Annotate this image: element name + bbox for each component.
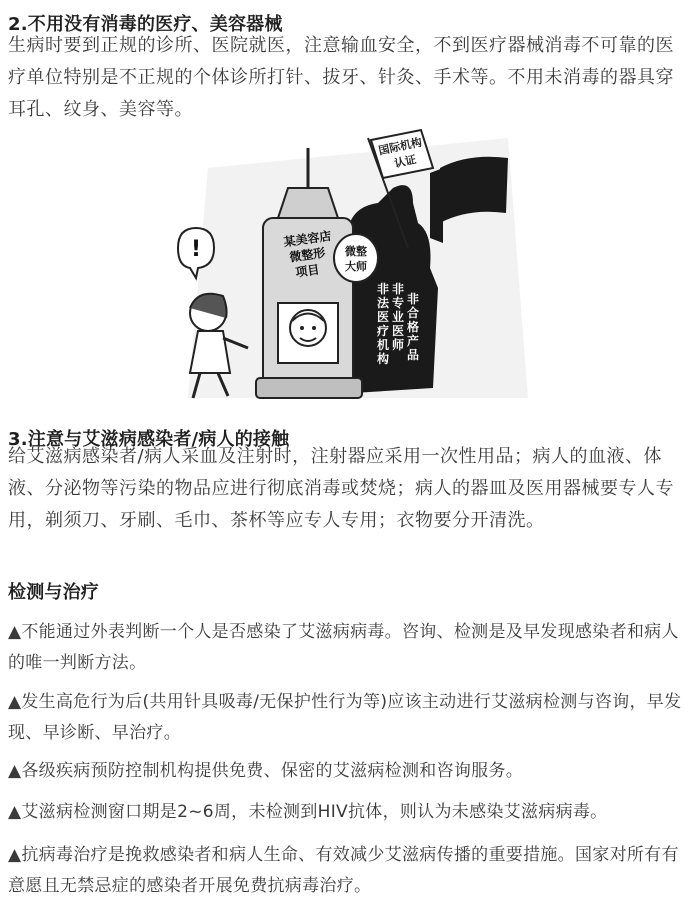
svg-text:项目: 项目	[294, 262, 321, 280]
flag-text-line2: 认证	[393, 152, 418, 171]
svg-text:微整: 微整	[345, 245, 367, 258]
svg-text:非: 非	[391, 282, 405, 296]
svg-text:医: 医	[391, 324, 405, 338]
svg-text:非: 非	[376, 282, 390, 296]
svg-text:师: 师	[391, 338, 405, 352]
master-badge	[334, 234, 378, 282]
svg-text:合: 合	[406, 306, 420, 320]
svg-text:微整形: 微整形	[288, 245, 327, 265]
cosmetic-clinic-illustration	[168, 128, 530, 410]
svg-text:某美容店: 某美容店	[282, 228, 333, 250]
svg-text:产: 产	[406, 334, 420, 348]
svg-text:格: 格	[406, 320, 420, 334]
svg-text:品: 品	[406, 348, 420, 362]
svg-text:专: 专	[391, 296, 405, 310]
detection-item-4: ▲艾滋病检测窗口期是2~6周，未检测到HIV抗体，则认为未感染艾滋病病毒。	[8, 802, 608, 822]
section3-heading: 3.注意与艾滋病感染者/病人的接触	[8, 429, 290, 450]
svg-text:法: 法	[376, 296, 390, 310]
detection-item-1: ▲不能通过外表判断一个人是否感染了艾滋病病毒。咨询、检测是及早发现感染者和病人的唯一判断方法。	[8, 622, 679, 673]
svg-text:非: 非	[406, 292, 420, 306]
detection-heading: 检测与治疗	[8, 582, 99, 603]
detection-item-5: ▲抗病毒治疗是挽救感染者和病人生命、有效减少艾滋病传播的重要措施。国家对所有有意愿且无禁忌症的感染者开展免费抗病毒治疗。	[8, 845, 679, 896]
svg-text:机: 机	[376, 338, 390, 352]
svg-text:!: !	[190, 237, 202, 262]
svg-text:大师: 大师	[345, 260, 367, 273]
svg-text:疗: 疗	[376, 324, 390, 338]
section2-body: 生病时要到正规的诊所、医院就医，注意输血安全，不到医疗器械消毒不可靠的医疗单位特别是不正规的个体诊所打针、拔牙、针灸、手术等。不用未消毒的器具穿耳孔、纹身、美容等。	[8, 35, 674, 120]
svg-text:业: 业	[391, 310, 405, 324]
section2-heading: 2.不用没有消毒的医疗、美容器械	[8, 14, 283, 35]
detection-item-2: ▲发生高危行为后(共用针具吸毒/无保护性行为等)应该主动进行艾滋病检测与咨询，早发现、早诊断、早治疗。	[8, 692, 682, 743]
flag-text-line1: 国际机构	[377, 135, 424, 158]
section3-body: 给艾滋病感染者/病人采血及注射时，注射器应采用一次性用品；病人的血液、体液、分泌物等污染的物品应进行彻底消毒或焚烧；病人的器皿及医用器械要专人专用，剃须刀、牙刷、毛巾、茶杯等应专人专用；衣物要分开清洗。	[8, 446, 674, 531]
svg-text:医: 医	[376, 310, 390, 324]
detection-item-3: ▲各级疾病预防控制机构提供免费、保密的艾滋病检测和咨询服务。	[8, 761, 524, 781]
svg-text:构: 构	[376, 352, 390, 366]
